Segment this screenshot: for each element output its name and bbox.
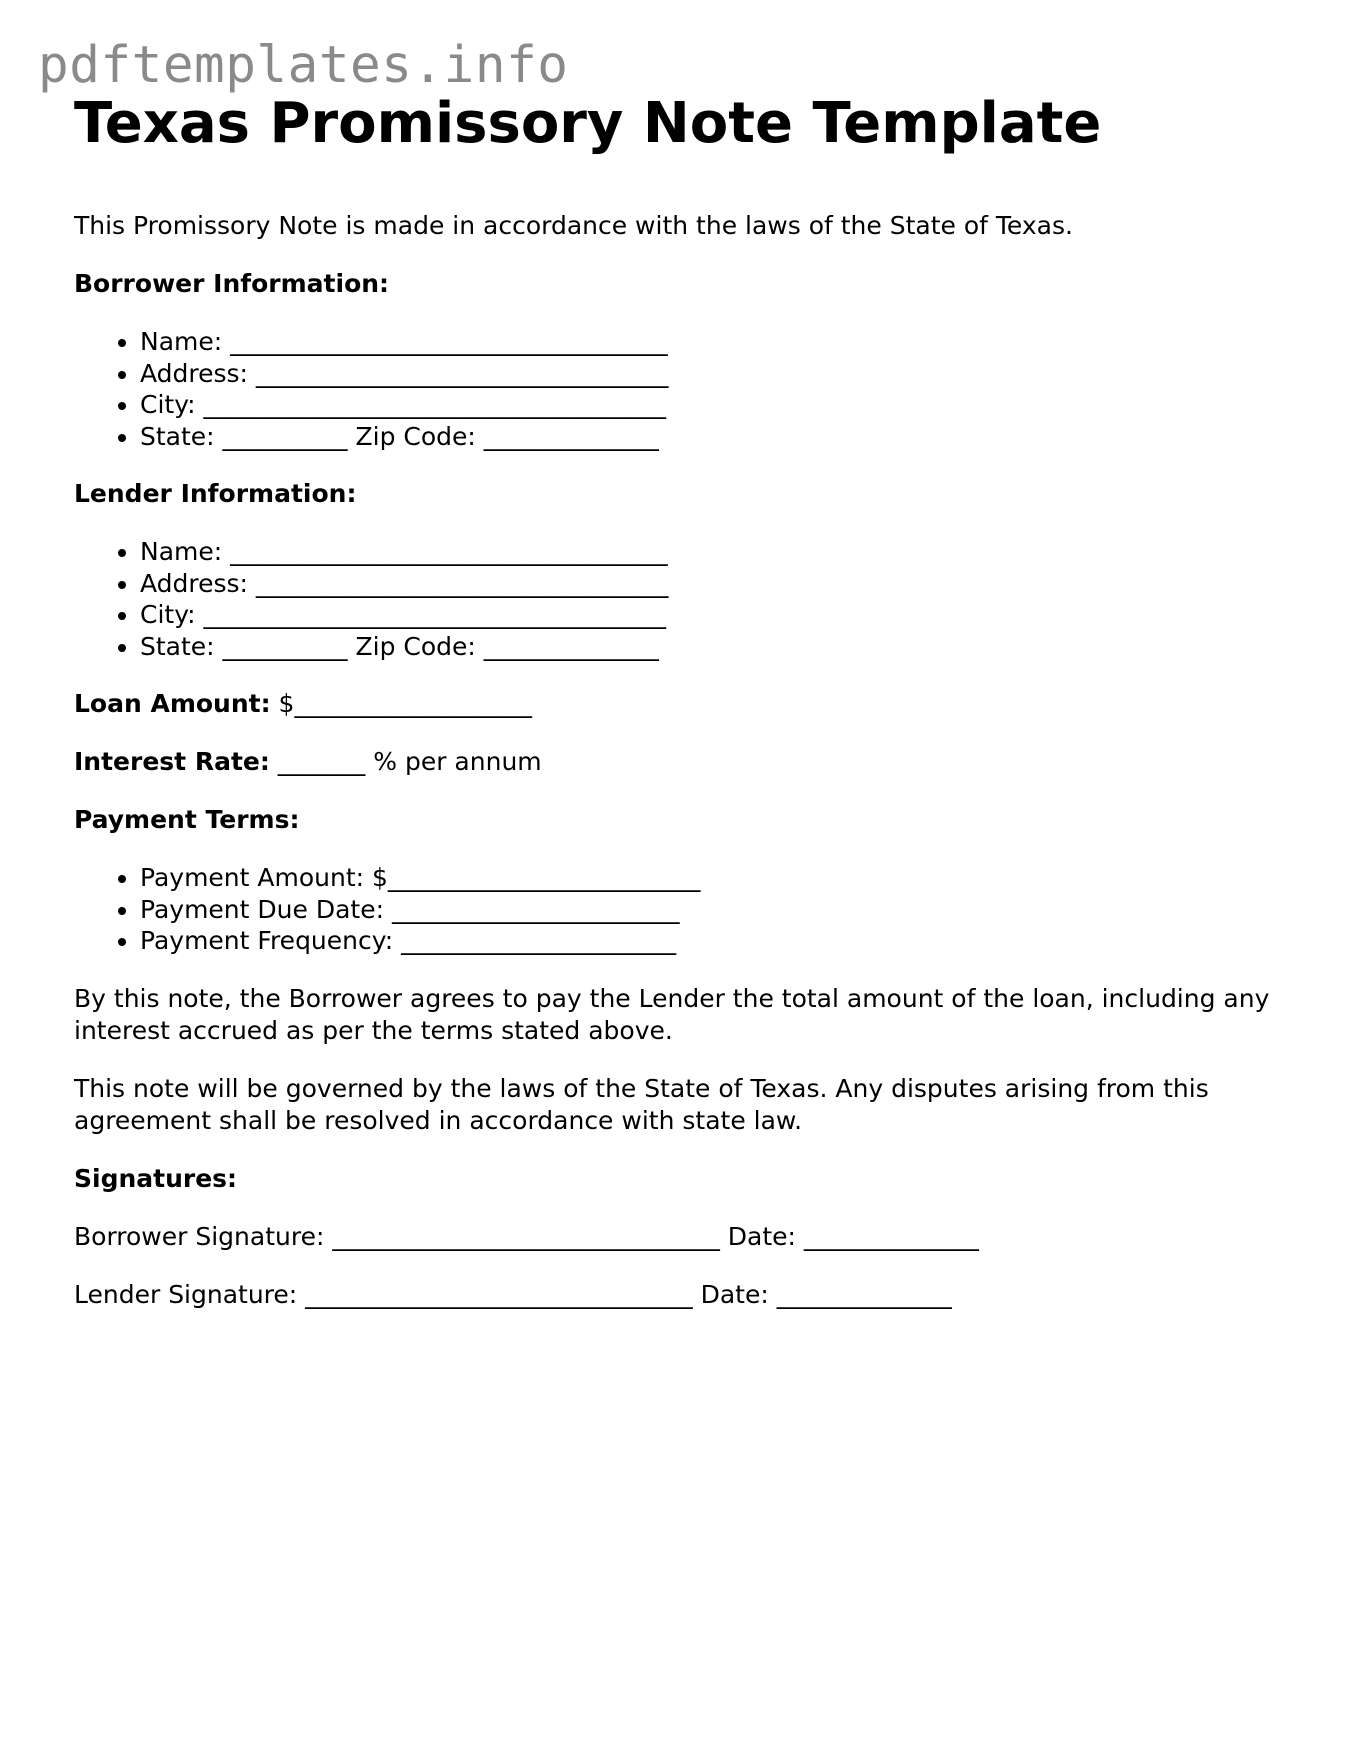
payment-amount-field[interactable]: • Payment Amount: $_________________________: [140, 862, 1294, 894]
lender-state-zip-field[interactable]: • State: __________ Zip Code: ______________: [140, 631, 1294, 663]
borrower-heading: Borrower Information:: [74, 269, 390, 298]
watermark: pdftemplates.info: [38, 36, 569, 95]
intro-paragraph: This Promissory Note is made in accordance with the laws of the State of Texas.: [74, 211, 1073, 240]
signatures-heading: Signatures:: [74, 1163, 238, 1193]
lender-name-field[interactable]: • Name: ___________________________________: [140, 536, 1294, 568]
loan-amount-label: Loan Amount:: [74, 689, 271, 718]
loan-amount-field[interactable]: $___________________: [270, 689, 532, 718]
interest-rate-field[interactable]: _______ % per annum: [269, 747, 542, 776]
document-page: [74, 91, 1294, 1311]
payment-terms-heading: Payment Terms:: [74, 805, 300, 834]
agreement-paragraph: By this note, the Borrower agrees to pay the Lender the total amount of the loan, including any interest accrued as per the terms stated above.: [74, 983, 1270, 1045]
loan-amount-line: [74, 688, 1294, 720]
interest-rate-label: Interest Rate:: [74, 747, 270, 776]
borrower-fields: [74, 326, 1294, 452]
lender-address-field[interactable]: • Address: _________________________________: [140, 568, 1294, 600]
page-title: Texas Promissory Note Template: [74, 91, 1102, 156]
borrower-name-field[interactable]: • Name: ___________________________________: [140, 326, 1294, 358]
lender-heading: Lender Information:: [74, 479, 357, 508]
payment-due-date-field[interactable]: • Payment Due Date: _______________________: [140, 894, 1294, 926]
governing-law-paragraph: This note will be governed by the laws of the State of Texas. Any disputes arising from this agreement shall be resolved in accordance with state law.: [74, 1073, 1209, 1135]
payment-frequency-field[interactable]: • Payment Frequency: ______________________: [140, 925, 1294, 957]
borrower-city-field[interactable]: • City: _____________________________________: [140, 389, 1294, 421]
borrower-state-zip-field[interactable]: • State: __________ Zip Code: ______________: [140, 421, 1294, 453]
interest-rate-line: [74, 746, 1294, 778]
lender-city-field[interactable]: • City: _____________________________________: [140, 599, 1294, 631]
lender-fields: [74, 536, 1294, 662]
borrower-signature-line[interactable]: Borrower Signature: _______________________________ Date: ______________: [74, 1221, 979, 1251]
borrower-address-field[interactable]: • Address: _________________________________: [140, 358, 1294, 390]
lender-signature-line[interactable]: Lender Signature: _______________________________ Date: ______________: [74, 1279, 952, 1309]
payment-terms-fields: [74, 862, 1294, 957]
